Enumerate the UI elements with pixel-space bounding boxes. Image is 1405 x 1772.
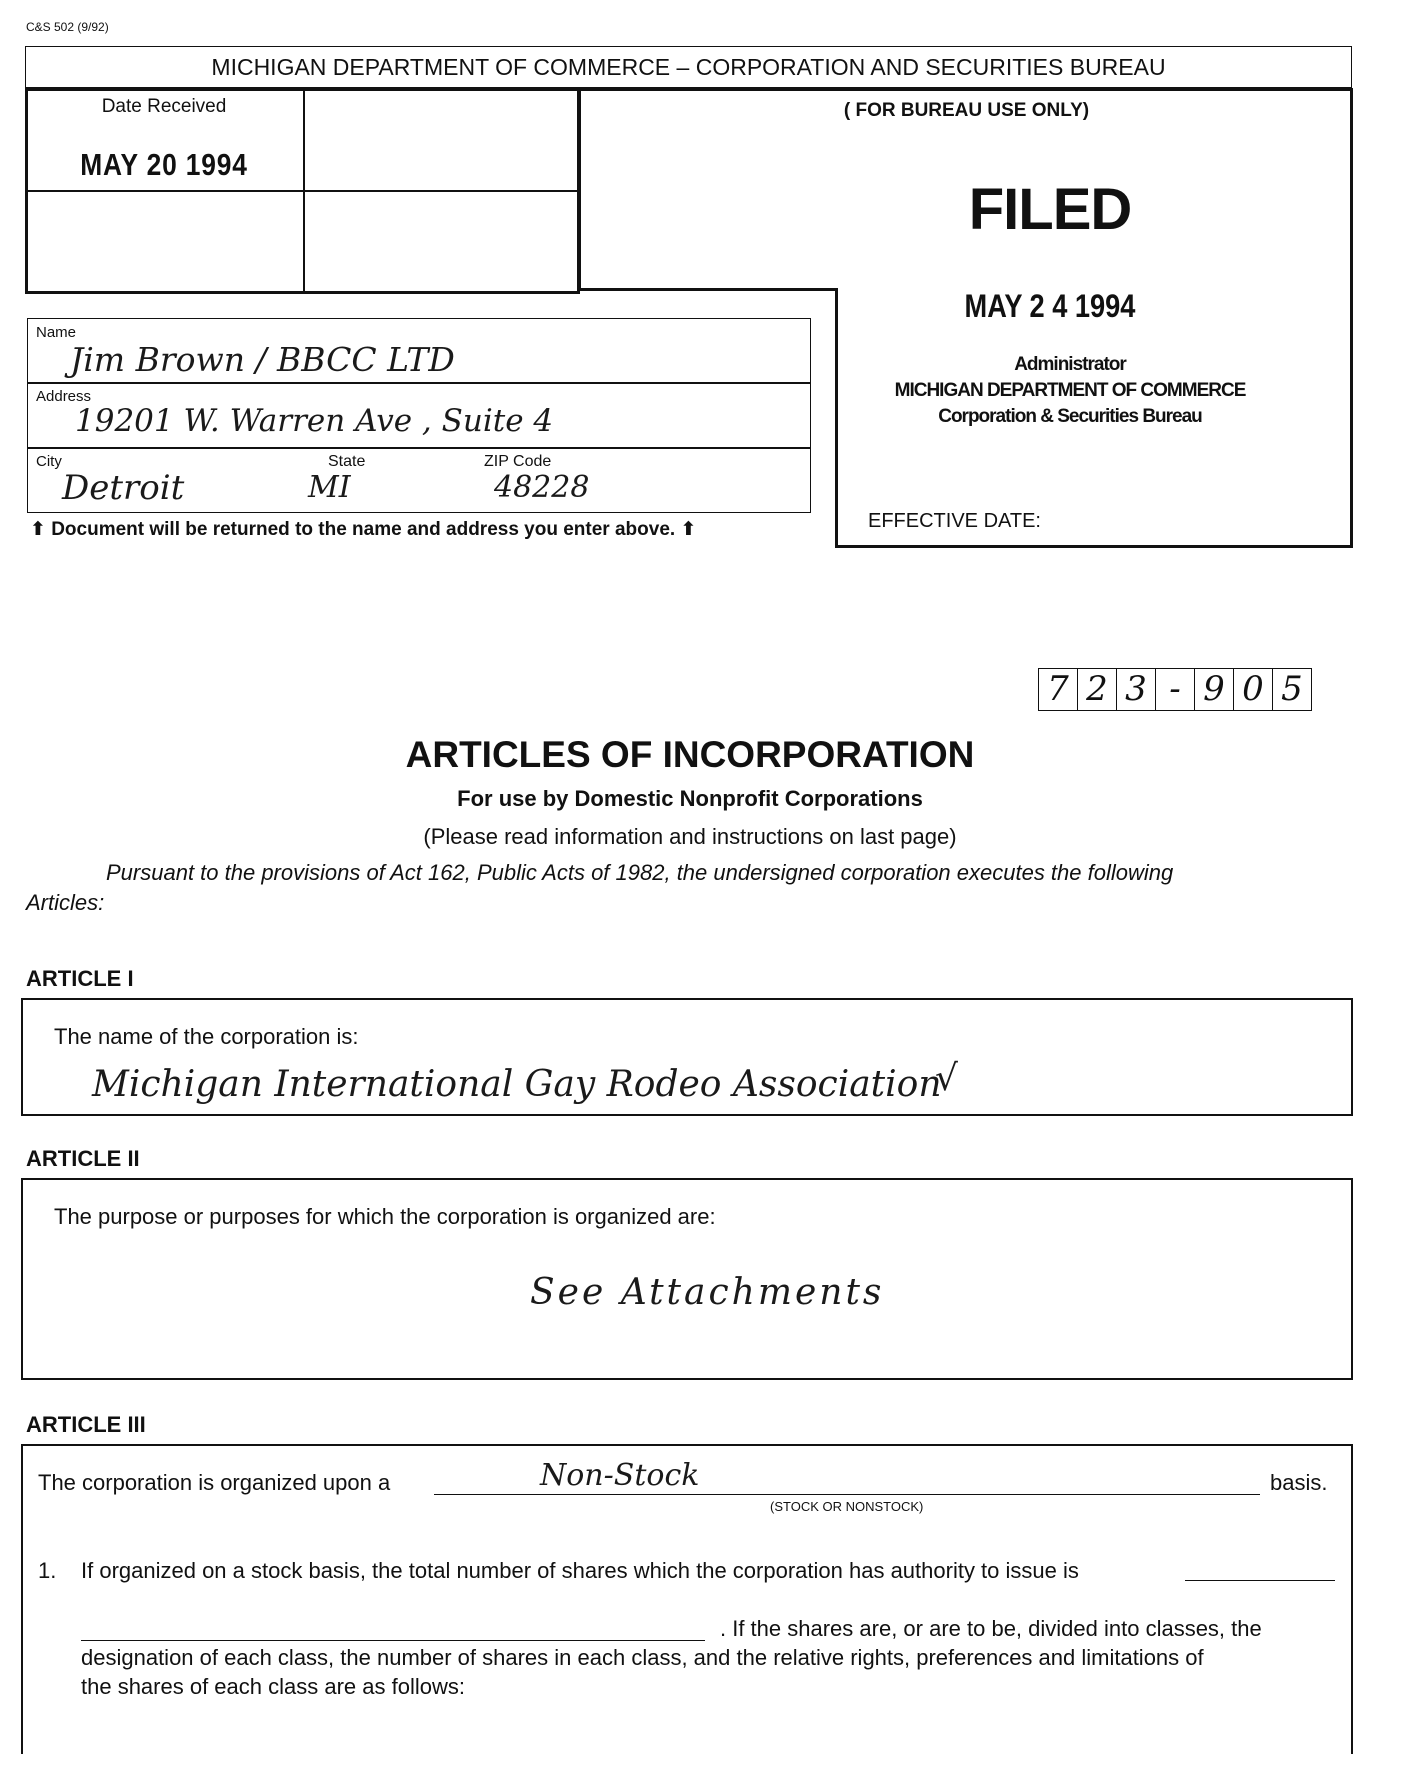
article-2-heading: ARTICLE II xyxy=(26,1146,140,1171)
administrator-stamp xyxy=(860,352,1280,430)
item-1-line-4: the shares of each class are as follows: xyxy=(81,1674,465,1699)
item-1-line-3: designation of each class, the number of shares in each class, and the relative rights, preferences and limitations of xyxy=(81,1645,1204,1670)
file-number-char: 0 xyxy=(1233,668,1272,711)
arrow-up-icon: ⬆ xyxy=(680,519,697,540)
item-1-line-1: If organized on a stock basis, the total number of shares which the corporation has authority to issue is xyxy=(81,1558,1079,1583)
address-value[interactable]: 19201 W. Warren Ave , Suite 4 xyxy=(75,403,554,439)
file-number-char: 2 xyxy=(1077,668,1116,711)
return-note: ⬆ Document will be returned to the name and address you enter above. ⬆ xyxy=(30,519,697,540)
item-1-number: 1. xyxy=(38,1558,57,1583)
stamp-line-3: Corporation & Securities Bureau xyxy=(938,406,1202,427)
item-1-line-2: . If the shares are, or are to be, divided into classes, the xyxy=(720,1616,1262,1641)
preamble-line-2: Articles: xyxy=(26,890,105,915)
zip-label: ZIP Code xyxy=(484,453,552,470)
header-title-box xyxy=(25,46,1352,88)
address-label: Address xyxy=(36,388,92,405)
document-instructions: (Please read information and instructions on last page) xyxy=(423,824,957,849)
zip-value[interactable]: 48228 xyxy=(494,470,590,505)
article-3-heading: ARTICLE III xyxy=(26,1412,146,1437)
file-number-char: - xyxy=(1155,668,1194,711)
document-subtitle: For use by Domestic Nonprofit Corporations xyxy=(457,786,923,811)
article-2-prompt: The purpose or purposes for which the corporation is organized are: xyxy=(54,1204,716,1229)
checkmark: √ xyxy=(935,1058,958,1099)
file-number-char: 7 xyxy=(1038,668,1077,711)
name-value[interactable]: Jim Brown / BBCC LTD xyxy=(70,340,455,379)
form-code: C&S 502 (9/92) xyxy=(26,20,109,34)
article-3-prompt-end: basis. xyxy=(1270,1470,1328,1495)
state-label: State xyxy=(328,453,366,470)
file-number-char: 3 xyxy=(1116,668,1155,711)
name-label: Name xyxy=(36,324,77,341)
article-3-caption: (STOCK OR NONSTOCK) xyxy=(770,1499,924,1514)
filed-date-stamp: MAY 2 4 1994 xyxy=(964,288,1136,324)
effective-date-label: EFFECTIVE DATE: xyxy=(868,510,1041,532)
header-title: MICHIGAN DEPARTMENT OF COMMERCE – CORPORATION AND SECURITIES BUREAU xyxy=(211,54,1166,80)
file-number-char: 9 xyxy=(1194,668,1233,711)
filed-stamp: FILED xyxy=(968,177,1132,242)
file-number xyxy=(1038,668,1312,711)
city-label: City xyxy=(36,453,62,470)
file-number-char: 5 xyxy=(1272,668,1312,711)
date-received-stamp: MAY 20 1994 xyxy=(80,147,248,182)
state-value[interactable]: MI xyxy=(308,470,351,505)
arrow-up-icon: ⬆ xyxy=(30,519,46,540)
document-title: ARTICLES OF INCORPORATION xyxy=(405,734,975,775)
stamp-line-1: Administrator xyxy=(1014,354,1126,375)
preamble-line-1: Pursuant to the provisions of Act 162, Public Acts of 1982, the undersigned corporation executes the following xyxy=(106,860,1174,885)
article-1-heading: ARTICLE I xyxy=(26,966,134,991)
article-3-value[interactable]: Non-Stock xyxy=(540,1458,700,1493)
article-3-prompt-start: The corporation is organized upon a xyxy=(38,1470,391,1495)
article-1-value[interactable]: Michigan International Gay Rodeo Association xyxy=(92,1064,942,1105)
bureau-use-label: ( FOR BUREAU USE ONLY) xyxy=(843,100,1090,121)
article-2-value[interactable]: See Attachments xyxy=(530,1272,885,1313)
date-received-label: Date Received xyxy=(101,96,227,117)
article-1-prompt: The name of the corporation is: xyxy=(54,1024,359,1049)
stamp-line-2: MICHIGAN DEPARTMENT OF COMMERCE xyxy=(894,380,1246,401)
city-value[interactable]: Detroit xyxy=(62,468,185,508)
